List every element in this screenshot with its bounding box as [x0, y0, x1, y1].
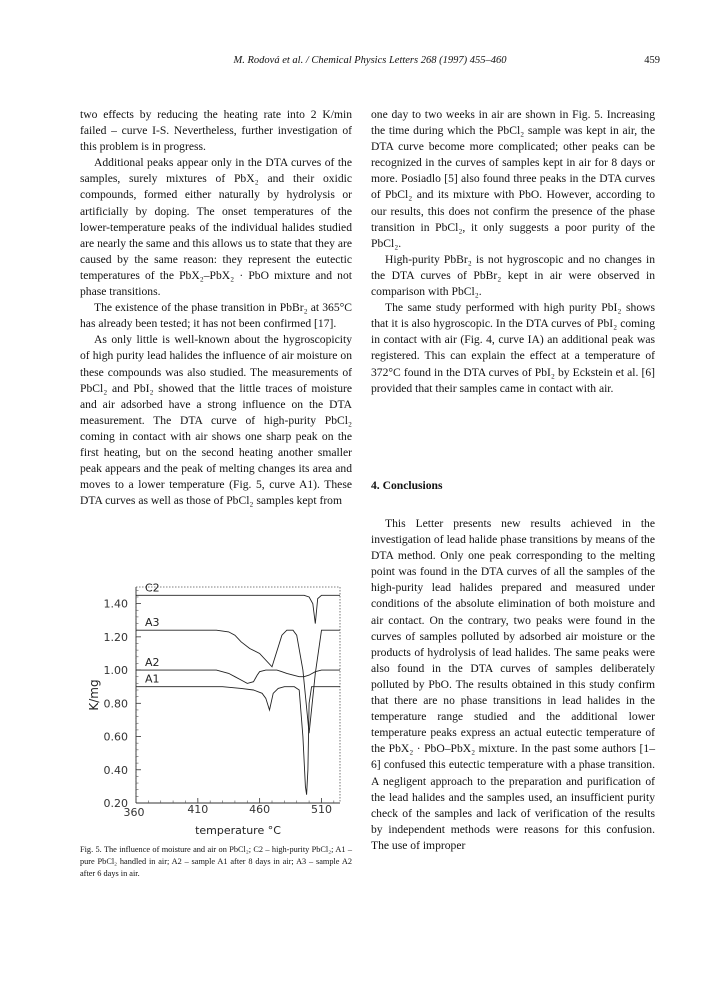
paragraph: High-purity PbBr₂ is not hygroscopic and no changes in the DTA curves of PbBr₂ kept in air were observed in comparison with PbCl₂. [371, 252, 655, 299]
y-axis-label: K/mg [87, 679, 101, 711]
figure-caption: Fig. 5. The influence of moisture and air on PbCl₂; C2 – high-purity PbCl₂; A1 – pure PbCl₂ handled in air; A2 – sample A1 after 8 days in air; A3 – sample A2 after 6 days in air. [80, 845, 352, 879]
series-label-a1: A1 [145, 672, 160, 686]
page-number: 459 [644, 55, 660, 66]
series-label-c2: C2 [145, 582, 160, 595]
x-axis-label: temperature °C [195, 824, 281, 837]
running-header [80, 55, 660, 71]
y-tick-label: 0.80 [103, 697, 128, 711]
y-tick-label: 1.20 [103, 630, 128, 644]
paragraph: This Letter presents new results achieved in the investigation of lead halide phase transitions by means of the DTA method. Only one peak corresponding to the melting point was found in the DTA curves of all the samples of the high-purity lead halides prepared and measured under conditions of the absolute elimination of both moisture and air contact. On the contrary, two peaks were found in the curves of samples polluted by adsorbed air moisture or the products of hydrolysis of lead halides. The same peaks were also found in the DTA curves of samples deliberately polluted by PbO. The results obtained in this study confirm that there are no phase transitions in lead halides in the temperature range studied and the additional lower temperature peaks express an actual eutectic temperature of the PbX₂ · PbO–PbX₂ mixture. In the past some authors [1–6] confused this eutectic temperature with a phase transition. A negligent approach to the preparation and purification of the lead halides and the samples used, an insufficient purity check of the samples and lack of verification of the results by independent methods were reasons for this confusion. The use of improper [371, 517, 655, 852]
y-tick-label: 1.40 [103, 597, 128, 611]
paragraph: As only little is well-known about the hygroscopicity of high purity lead halides the influence of air moisture on these compounds was also studied. The measurements of PbCl₂ and PbI₂ showed that the little traces of moisture and air adsorbed have a strong influence on the DTA measurement. The DTA curve of high-purity PbCl₂ coming in contact with air shows one sharp peak on the first heating, but on the second heating another smaller peak appears and the peak of melting changes its area and moves to a lower temperature (Fig. 5, curve A1). These DTA curves as well as those of PbCl₂ samples kept from [80, 333, 352, 508]
paragraph: Additional peaks appear only in the DTA curves of the samples, surely mixtures of PbX₂ and their oxidic compounds, formed either naturally by hydrolysis or artificially by doping. The onset temperatures of the lower-temperature peaks of the individual halides studied are nearly the same and this allows us to state that they are caused by the same reason: they represent the eutectic temperatures of the PbX₂–PbX₂ · PbO mixture and not phase transitions. [80, 156, 352, 299]
paragraph: two effects by reducing the heating rate into 2 K/min failed – curve I-S. Nevertheless, further investigation of this problem is in progress. [80, 108, 352, 154]
x-tick-label: 510 [310, 803, 332, 816]
series-label-a2: A2 [145, 656, 160, 670]
paragraph: The same study performed with high purity PbI₂ shows that it is also hygroscopic. In the DTA curves of PbI₂ coming in contact with air (Fig. 4, curve IA) an additional peak was registered. This can explain the effect at a temperature of 372°C found in the DTA curves of PbI₂ by Eckstein et al. [6] provided that their samples came in contact with air. [371, 301, 655, 395]
right-column [371, 107, 655, 397]
series-line-a2 [136, 670, 340, 683]
series-line-a1 [136, 687, 340, 795]
series-lines [136, 595, 340, 794]
paragraph: The existence of the phase transition in PbBr₂ at 365°C has already been tested; it has not been confirmed [17]. [80, 301, 352, 331]
y-tick-label: 0.40 [103, 763, 128, 777]
y-tick-label: 0.60 [103, 730, 128, 744]
series-label-a3: A3 [145, 616, 160, 630]
y-tick-label: 1.00 [103, 664, 128, 678]
x-tick-label: 360 [123, 806, 145, 819]
x-tick-label: 460 [249, 803, 271, 816]
plot-frame [136, 587, 340, 803]
section-heading-conclusions: 4. Conclusions [371, 479, 443, 492]
y-tick-label: 0.20 [103, 797, 128, 810]
x-tick-label: 410 [187, 803, 209, 816]
series-line-c2 [136, 595, 340, 623]
series-line-a3 [136, 630, 340, 733]
y-axis [104, 587, 142, 810]
paragraph: one day to two weeks in air are shown in Fig. 5. Increasing the time during which the PbCl₂ sample was kept in air, the DTA curve become more complicated; other peaks can be recognized in the curves of samples kept in air for 8 days or more. Posiadlo [5] also found three peaks in the DTA curves of PbCl₂ and its mixture with PbO. However, according to our results, this does not confirm the presence of the phase transition in PbCl₂, it only suggests a poor purity of the PbCl₂. [371, 108, 655, 250]
figure-dta-chart [80, 582, 352, 842]
x-axis [124, 798, 341, 819]
left-column [80, 107, 352, 509]
journal-citation: M. Rodová et al. / Chemical Physics Letters 268 (1997) 455–460 [233, 55, 507, 66]
conclusions-body [371, 516, 655, 854]
